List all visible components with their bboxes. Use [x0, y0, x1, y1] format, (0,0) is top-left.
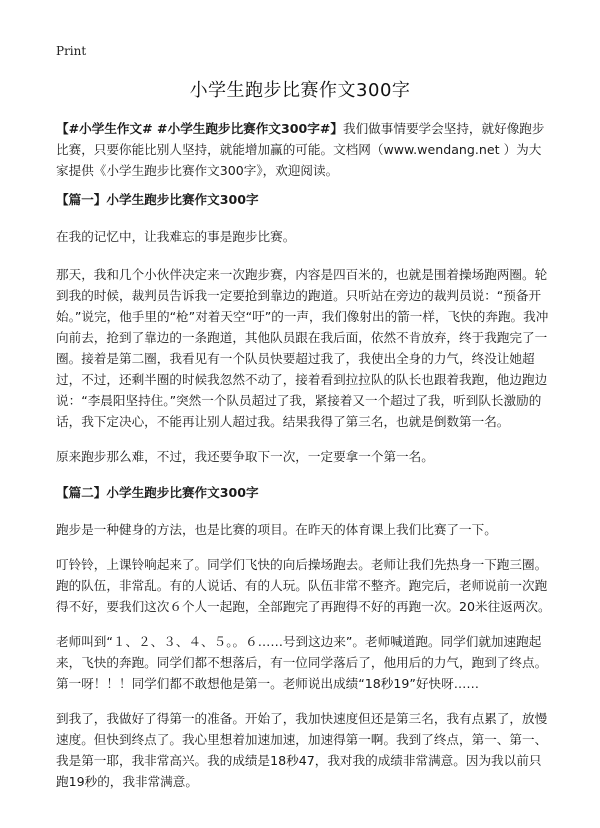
- section-paragraph: 叮铃铃，上课铃响起来了。同学们飞快的向后操场跑去。老师让我们先热身一下跑三圈。跑的队伍，非常乱。有的人说话、有的人玩。队伍非常不整齐。跑完后，老师说前一次跑得不好，要我们这次６个人一起跑，全部跑完了再跑得不好的再跑一次。20米往返两次。: [56, 557, 551, 614]
- section-paragraph: 跑步是一种健身的方法，也是比赛的项目。在昨天的体育课上我们比赛了一下。: [56, 522, 497, 537]
- section-heading: 【篇一】小学生跑步比赛作文300字: [56, 192, 259, 207]
- intro-tagline: 【#小学生作文# #小学生跑步比赛作文300字#】: [56, 121, 343, 136]
- intro-text: 我们做事情要学会坚持，就好像跑步比赛，只要你能比别人坚持，就能增加赢的可能。文档网（www.wendang.net ）为大家提供《小学生跑步比赛作文300字》，欢迎阅读。: [56, 121, 545, 178]
- section-2: [56, 481, 552, 792]
- section-paragraph: 老师叫到“１、２、３、４、５。。６……号到这边来”。老师喊道跑。同学们就加速跑起来，飞快的奔跑。同学们都不想落后，有一位同学落后了，他用后的力气，跑到了终点。第一呀！！！同学们都不敢想他是第一。老师说出成绩“18秒19”好快呀……: [56, 634, 548, 691]
- document-body: [56, 118, 552, 792]
- section-paragraph: 在我的记忆中，让我难忘的事是跑步比赛。: [56, 229, 296, 244]
- section-paragraph: 原来跑步那么难，不过，我还要争取下一次，一定要拿一个第一名。: [56, 449, 434, 464]
- page-title: 小学生跑步比赛作文300字: [189, 80, 411, 101]
- section-heading: 【篇二】小学生跑步比赛作文300字: [56, 485, 259, 500]
- intro-paragraph: [56, 118, 552, 181]
- section-1: [56, 188, 552, 467]
- section-paragraph: 那天，我和几个小伙伴决定来一次跑步赛，内容是四百米的，也就是围着操场跑两圈。轮到我的时候，裁判员告诉我一定要抢到靠边的跑道。只听站在旁边的裁判员说：“预备开始。”说完，他手里的“枪”对着天空“吁”的一声，我们像射出的箭一样，飞快的奔跑。我冲向前去，抢到了靠边的一条跑道，其他队员跟在我后面，依然不肯放弃，终于我跑完了一圈。接着是第二圈，我看见有一个队员快要超过我了，我使出全身的力气，终没让她超过，不过，还剩半圈的时候我忽然不动了，接着看到拉拉队的队长也跟着我跑，他边跑边说：“李晨阳坚持住。”突然一个队员超过了我，紧接着又一个超过了我，听到队长激励的话，我下定决心，不能再让别人超过我。结果我得了第三名，也就是倒数第一名。: [56, 267, 549, 429]
- section-paragraph: 到我了，我做好了得第一的准备。开始了，我加快速度但还是第三名，我有点累了，放慢速度。但快到终点了。我心里想着加速加速，加速得第一啊。我到了终点，第一、第一、我是第一耶，我非常高兴。我的成绩是18秒47，我对我的成绩非常满意。因为我以前只跑19秒的，我非常满意。: [56, 711, 548, 789]
- print-label: Print: [56, 44, 87, 58]
